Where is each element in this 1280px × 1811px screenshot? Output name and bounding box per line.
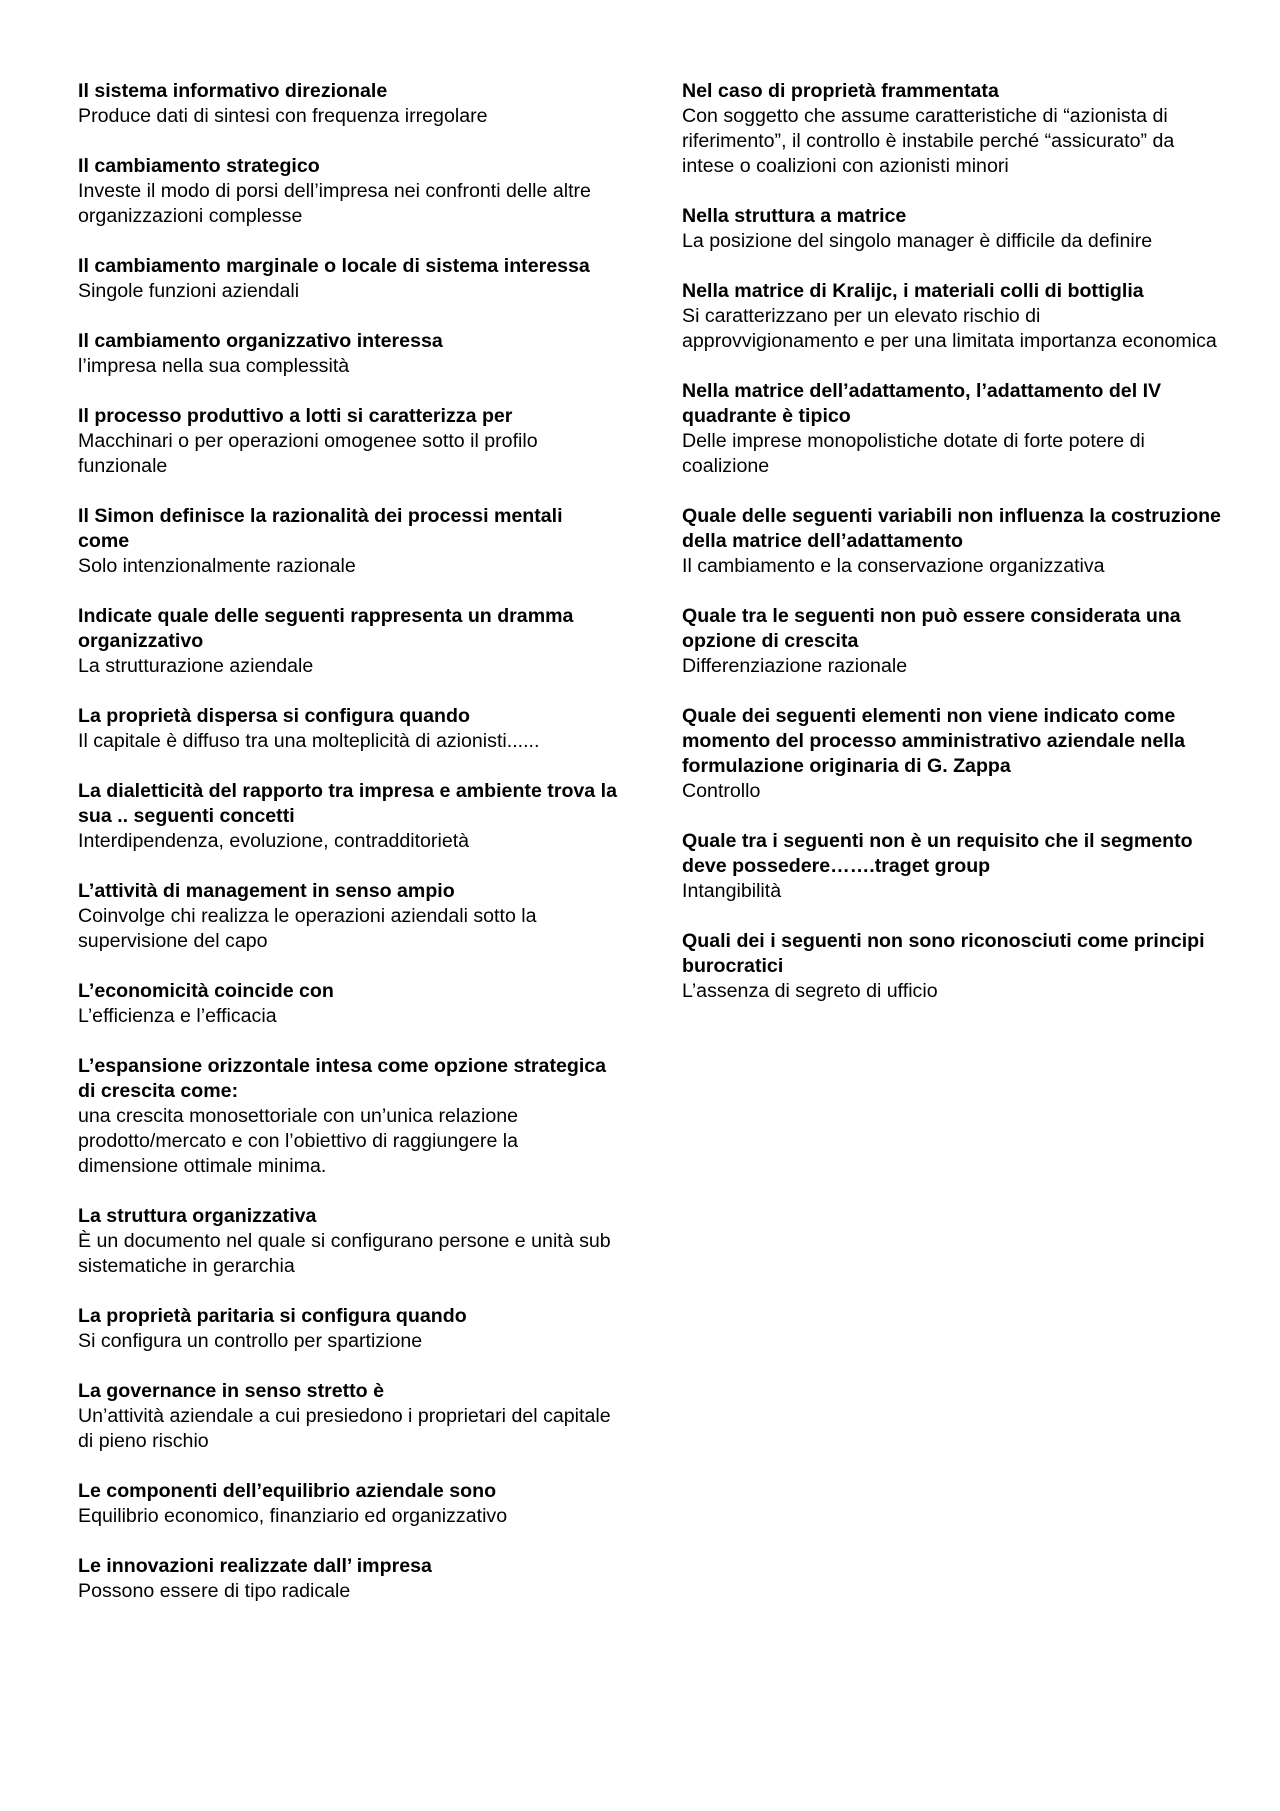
question: L’espansione orizzontale intesa come opzione strategica di crescita come: xyxy=(78,1055,607,1102)
question: Nella struttura a matrice xyxy=(682,205,907,227)
question: Il cambiamento strategico xyxy=(78,155,320,177)
qa-item xyxy=(682,704,1222,804)
qa-item xyxy=(78,1554,618,1604)
answer: Possono essere di tipo radicale xyxy=(78,1580,351,1602)
answer: Produce dati di sintesi con frequenza irregolare xyxy=(78,105,488,127)
answer: L’assenza di segreto di ufficio xyxy=(682,980,938,1002)
qa-item xyxy=(78,1379,618,1454)
question: Le componenti dell’equilibrio aziendale sono xyxy=(78,1480,497,1502)
question: Il sistema informativo direzionale xyxy=(78,80,388,102)
answer: Investe il modo di porsi dell’impresa nei confronti delle altre organizzazioni complesse xyxy=(78,180,591,227)
qa-item xyxy=(78,79,618,129)
qa-item xyxy=(78,329,618,379)
qa-item xyxy=(682,604,1222,679)
answer: Solo intenzionalmente razionale xyxy=(78,555,356,577)
question: Il cambiamento marginale o locale di sistema interessa xyxy=(78,255,590,277)
qa-item xyxy=(682,79,1222,179)
qa-item xyxy=(78,704,618,754)
question: Quale delle seguenti variabili non influenza la costruzione della matrice dell’adattamento xyxy=(682,505,1221,552)
question: Il processo produttivo a lotti si caratterizza per xyxy=(78,405,513,427)
answer: una crescita monosettoriale con un’unica relazione prodotto/mercato e con l’obiettivo di raggiungere la dimensione ottimale minima. xyxy=(78,1105,519,1177)
qa-item xyxy=(682,929,1222,1004)
qa-item xyxy=(78,779,618,854)
question: Nel caso di proprietà frammentata xyxy=(682,80,999,102)
answer: Con soggetto che assume caratteristiche di “azionista di riferimento”, il controllo è instabile perché “assicurato” da intese o coalizioni con azionisti minori xyxy=(682,105,1175,177)
qa-item xyxy=(682,504,1222,579)
right-column xyxy=(682,79,1222,1029)
answer: Coinvolge chi realizza le operazioni aziendali sotto la supervisione del capo xyxy=(78,905,537,952)
qa-item xyxy=(682,829,1222,904)
question: L’attività di management in senso ampio xyxy=(78,880,455,902)
answer: Il cambiamento e la conservazione organizzativa xyxy=(682,555,1105,577)
question: La dialetticità del rapporto tra impresa e ambiente trova la sua .. seguenti concetti xyxy=(78,780,617,827)
answer: Delle imprese monopolistiche dotate di forte potere di coalizione xyxy=(682,430,1145,477)
question: La proprietà dispersa si configura quando xyxy=(78,705,470,727)
answer: Il capitale è diffuso tra una molteplicità di azionisti...... xyxy=(78,730,540,752)
qa-item xyxy=(78,254,618,304)
qa-item xyxy=(78,604,618,679)
question: Quali dei i seguenti non sono riconosciuti come principi burocratici xyxy=(682,930,1205,977)
question: Le innovazioni realizzate dall’ impresa xyxy=(78,1555,432,1577)
answer: Controllo xyxy=(682,780,761,802)
answer: Differenziazione razionale xyxy=(682,655,908,677)
question: La struttura organizzativa xyxy=(78,1205,317,1227)
question: Indicate quale delle seguenti rappresenta un dramma organizzativo xyxy=(78,605,574,652)
question: Nella matrice dell’adattamento, l’adattamento del IV quadrante è tipico xyxy=(682,380,1162,427)
answer: Un’attività aziendale a cui presiedono i proprietari del capitale di pieno rischio xyxy=(78,1405,611,1452)
answer: Interdipendenza, evoluzione, contradditorietà xyxy=(78,830,470,852)
question: La governance in senso stretto è xyxy=(78,1380,384,1402)
answer: Si caratterizzano per un elevato rischio di approvvigionamento e per una limitata importanza economica xyxy=(682,305,1217,352)
left-column xyxy=(78,79,618,1629)
qa-item xyxy=(682,204,1222,254)
question: Quale tra le seguenti non può essere considerata una opzione di crescita xyxy=(682,605,1181,652)
question: Nella matrice di Kralijc, i materiali colli di bottiglia xyxy=(682,280,1144,302)
answer: l’impresa nella sua complessità xyxy=(78,355,350,377)
qa-item xyxy=(78,404,618,479)
question: L’economicità coincide con xyxy=(78,980,334,1002)
question: La proprietà paritaria si configura quando xyxy=(78,1305,467,1327)
answer: L’efficienza e l’efficacia xyxy=(78,1005,277,1027)
answer: È un documento nel quale si configurano persone e unità sub sistematiche in gerarchia xyxy=(78,1230,611,1277)
question: Quale tra i seguenti non è un requisito che il segmento deve possedere…….traget group xyxy=(682,830,1193,877)
answer: Si configura un controllo per spartizione xyxy=(78,1330,423,1352)
qa-item xyxy=(78,1479,618,1529)
answer: La strutturazione aziendale xyxy=(78,655,314,677)
qa-item xyxy=(78,504,618,579)
answer: Singole funzioni aziendali xyxy=(78,280,300,302)
answer: Intangibilità xyxy=(682,880,782,902)
qa-item xyxy=(78,979,618,1029)
question: Il cambiamento organizzativo interessa xyxy=(78,330,443,352)
question: Il Simon definisce la razionalità dei processi mentali come xyxy=(78,505,563,552)
qa-item xyxy=(682,279,1222,354)
answer: Equilibrio economico, finanziario ed organizzativo xyxy=(78,1505,508,1527)
answer: La posizione del singolo manager è difficile da definire xyxy=(682,230,1153,252)
answer: Macchinari o per operazioni omogenee sotto il profilo funzionale xyxy=(78,430,538,477)
qa-item xyxy=(682,379,1222,479)
qa-item xyxy=(78,1054,618,1179)
qa-item xyxy=(78,1304,618,1354)
qa-item xyxy=(78,1204,618,1279)
qa-item xyxy=(78,154,618,229)
qa-item xyxy=(78,879,618,954)
question: Quale dei seguenti elementi non viene indicato come momento del processo amministrativo aziendale nella formulazione originaria di G. Zappa xyxy=(682,705,1186,777)
